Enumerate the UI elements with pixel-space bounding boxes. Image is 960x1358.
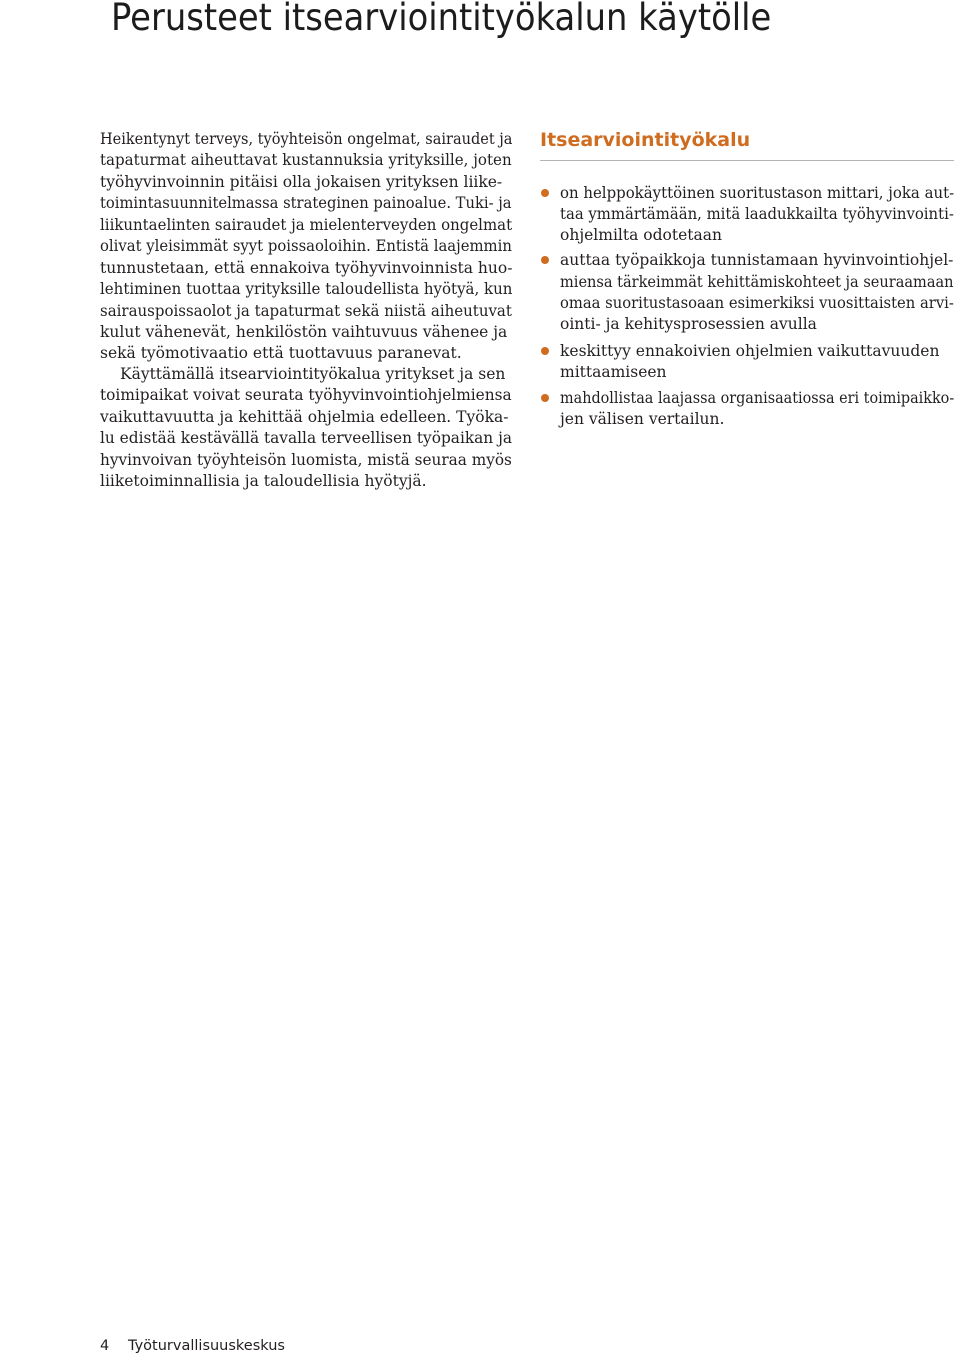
bullet-line: jen välisen vertailun. — [560, 410, 725, 428]
body-line: sairauspoissaolot ja tapaturmat sekä niistä aiheutuvat — [100, 302, 512, 320]
body-line: tapaturmat aiheuttavat kustannuksia yrityksille, joten — [100, 151, 512, 169]
body-line: vaikuttavuutta ja kehittää ohjelmia edelleen. Työka- — [100, 408, 509, 426]
footer-organization: Työturvallisuuskeskus — [128, 1338, 285, 1354]
body-line: työhyvinvoinnin pitäisi olla jokaisen yrityksen liike- — [100, 173, 503, 191]
bullet-line: on helppokäyttöinen suoritustason mittari, joka aut- — [560, 184, 955, 202]
body-line: liikuntaelinten sairaudet ja mielenterveyden ongelmat — [100, 216, 513, 234]
bullet-line: ointi- ja kehitysprosessien avulla — [560, 315, 817, 333]
body-line: toimintasuunnitelmassa strateginen painoalue. Tuki- ja — [100, 194, 512, 212]
bullet-line: omaa suoritustasoaan esimerkiksi vuosittaisten arvi- — [560, 294, 954, 312]
body-line: lehtiminen tuottaa yrityksille taloudellista hyötyä, kun — [100, 280, 513, 298]
bullet-line: miensa tärkeimmät kehittämiskohteet ja seuraamaan — [560, 273, 954, 291]
bullet-line: mahdollistaa laajassa organisaatiossa eri toimipaikko- — [560, 389, 955, 407]
sidebar-divider — [540, 160, 954, 161]
body-line: lu edistää kestävällä tavalla terveellisen työpaikan ja — [100, 429, 512, 447]
bullet-line: ohjelmilta odotetaan — [560, 226, 722, 244]
body-line: Käyttämällä itsearviointityökalua yritykset ja sen — [120, 365, 506, 383]
bullet-line: mittaamiseen — [560, 363, 667, 381]
page-title: Perusteet itsearviointityökalun käytölle — [111, 0, 772, 39]
sidebar-heading: Itsearviointityökalu — [540, 129, 751, 151]
bullet-dot-icon — [541, 256, 549, 264]
bullet-dot-icon — [541, 189, 549, 197]
body-line: tunnustetaan, että ennakoiva työhyvinvoinnista huo- — [100, 259, 513, 277]
bullet-dot-icon — [541, 347, 549, 355]
body-line: toimipaikat voivat seurata työhyvinvointiohjelmiensa — [100, 386, 512, 404]
body-line: liiketoiminnallisia ja taloudellisia hyötyjä. — [100, 472, 427, 490]
body-line: sekä työmotivaatio että tuottavuus paranevat. — [100, 344, 462, 362]
page-number: 4 — [100, 1338, 110, 1354]
body-line: hyvinvoivan työyhteisön luomista, mistä seuraa myös — [100, 451, 512, 469]
body-line: olivat yleisimmät syyt poissaoloihin. Entistä laajemmin — [100, 237, 512, 255]
body-line: kulut vähenevät, henkilöstön vaihtuvuus vähenee ja — [100, 323, 508, 341]
bullet-line: auttaa työpaikkoja tunnistamaan hyvinvointiohjel- — [560, 251, 954, 269]
body-line: Heikentynyt terveys, työyhteisön ongelmat, sairaudet ja — [100, 130, 513, 148]
bullet-line: taa ymmärtämään, mitä laadukkailta työhyvinvointi- — [560, 205, 954, 223]
bullet-dot-icon — [541, 394, 549, 402]
bullet-line: keskittyy ennakoivien ohjelmien vaikuttavuuden — [560, 342, 940, 360]
